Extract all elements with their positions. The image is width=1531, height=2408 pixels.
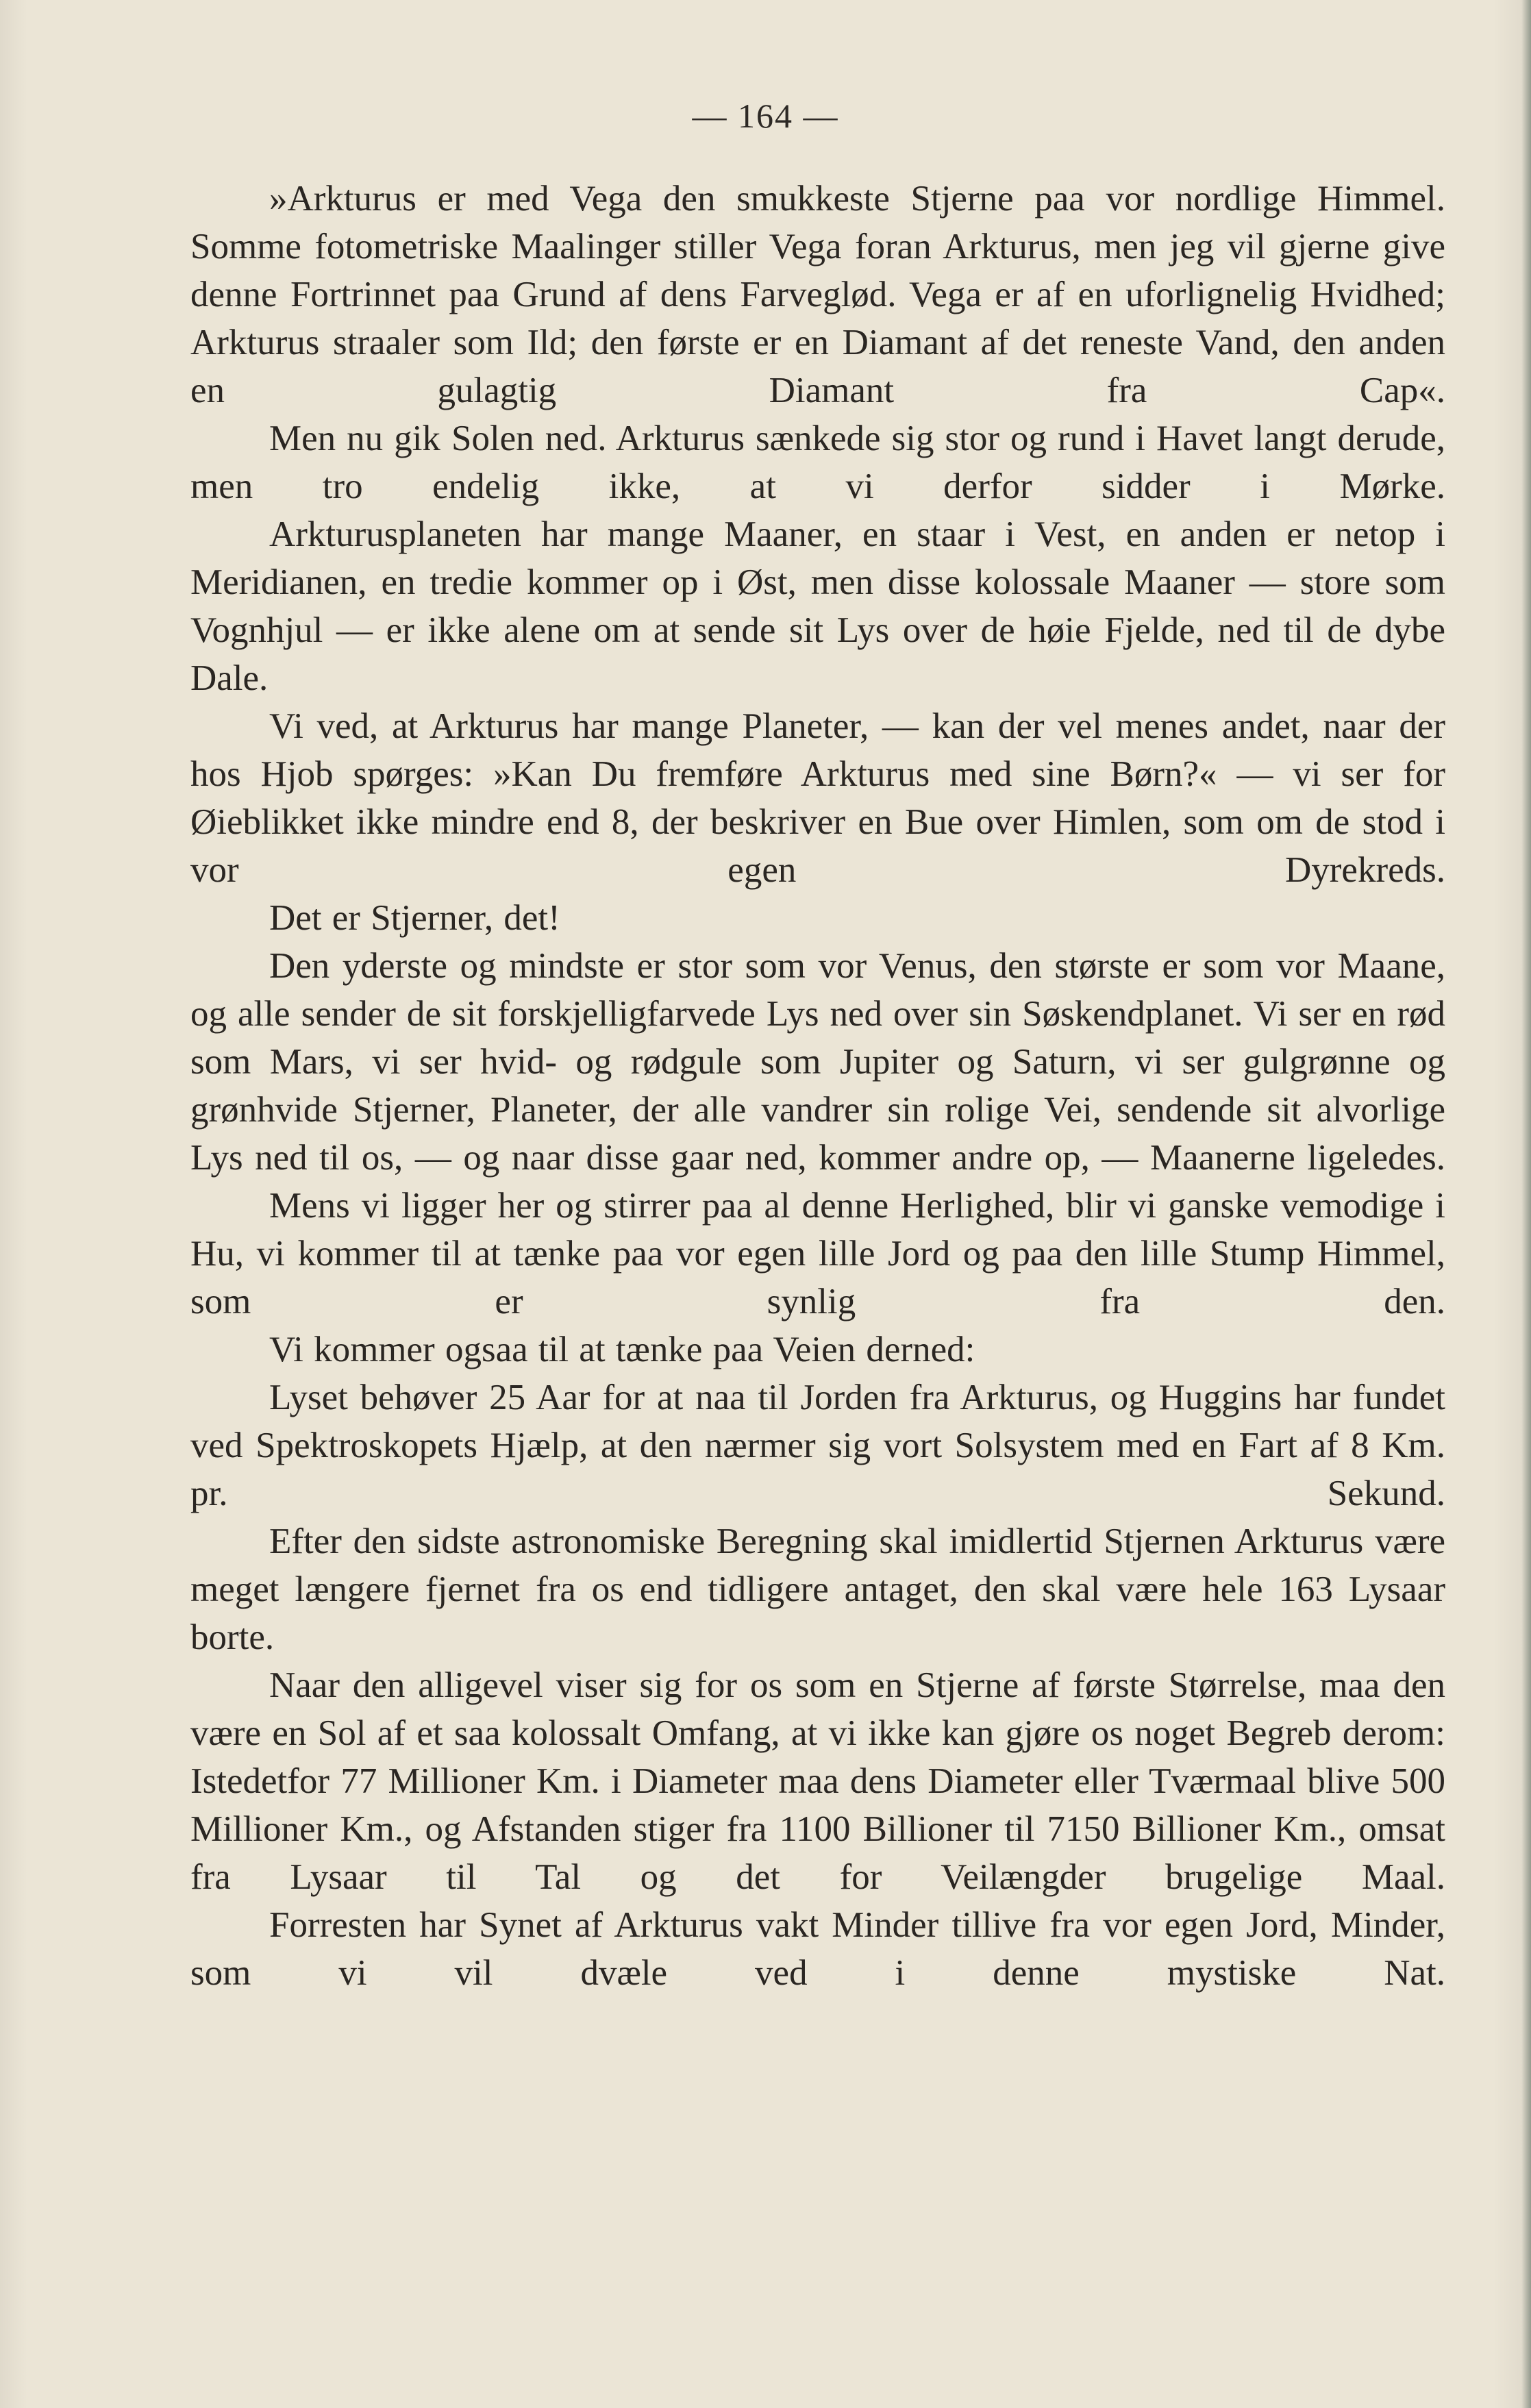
- paragraph-3: Arkturusplaneten har mange Maaner, en staar i Vest, en anden er netop i Meridianen, en tredie kommer op i Øst, men disse kolossale Maaner — store som Vognhjul — er ikke alene om at sende sit Lys over de høie Fjelde, ned til de dybe Dale.: [190, 514, 1445, 698]
- page-number: — 164 —: [692, 97, 839, 135]
- paragraph-10: Efter den sidste astronomiske Beregning skal imidlertid Stjernen Arkturus være meget længere fjernet fra os end tidligere antaget, den skal være hele 163 Lysaar borte.: [190, 1522, 1445, 1657]
- body-text: [190, 175, 1445, 1997]
- paragraph-8: Vi kommer ogsaa til at tænke paa Veien derned:: [269, 1330, 975, 1369]
- paragraph-4: Vi ved, at Arkturus har mange Planeter, — kan der vel menes andet, naar der hos Hjob spørges: »Kan Du fremføre Arkturus med sine Børn?« — vi ser for Øieblikket ikke mindre end 8, der beskriver en Bue over Himlen, som om de stod i vor egen Dyrekreds.: [190, 706, 1445, 890]
- paragraph-1: »Arkturus er med Vega den smukkeste Stjerne paa vor nordlige Himmel. Somme fotometriske Maalinger stiller Vega foran Arkturus, men jeg vil gjerne give denne Fortrinnet paa Grund af dens Farveglød. Vega er af en uforlignelig Hvidhed; Arkturus straaler som Ild; den første er en Diamant af det reneste Vand, den anden en gulagtig Diamant fra Cap«.: [190, 179, 1445, 410]
- paragraph-7: Mens vi ligger her og stirrer paa al denne Herlighed, blir vi ganske vemodige i Hu, vi kommer til at tænke paa vor egen lille Jord og paa den lille Stump Himmel, som er synlig fra den.: [190, 1186, 1445, 1321]
- paragraph-5: Det er Stjerner, det!: [269, 898, 560, 938]
- paragraph-6: Den yderste og mindste er stor som vor Venus, den største er som vor Maane, og alle sender de sit forskjelligfarvede Lys ned over sin Søskendplanet. Vi ser en rød som Mars, vi ser hvid- og rødgule som Jupiter og Saturn, vi ser gulgrønne og grønhvide Stjerner, Planeter, der alle vandrer sin rolige Vei, sendende sit alvorlige Lys ned til os, — og naar disse gaar ned, kommer andre op, — Maanerne ligeledes.: [190, 946, 1445, 1178]
- paragraph-2: Men nu gik Solen ned. Arkturus sænkede sig stor og rund i Havet langt derude, men tro endelig ikke, at vi derfor sidder i Mørke.: [190, 419, 1445, 506]
- paragraph-9: Lyset behøver 25 Aar for at naa til Jorden fra Arkturus, og Huggins har fundet ved Spektroskopets Hjælp, at den nærmer sig vort Solsystem med en Fart af 8 Km. pr. Sekund.: [190, 1378, 1445, 1513]
- paragraph-11: Naar den alligevel viser sig for os som en Stjerne af første Størrelse, maa den være en Sol af et saa kolossalt Omfang, at vi ikke kan gjøre os noget Begreb derom: Istedetfor 77 Millioner Km. i Diameter maa dens Diameter eller Tværmaal blive 500 Millioner Km., og Afstanden stiger fra 1100 Billioner til 7150 Billioner Km., omsat fra Lysaar til Tal og det for Veilængder brugelige Maal.: [190, 1665, 1445, 1897]
- paragraph-12: Forresten har Synet af Arkturus vakt Minder tillive fra vor egen Jord, Minder, som vi vil dvæle ved i denne mystiske Nat.: [190, 1905, 1445, 1993]
- page-edge-shadow: [1521, 0, 1531, 2408]
